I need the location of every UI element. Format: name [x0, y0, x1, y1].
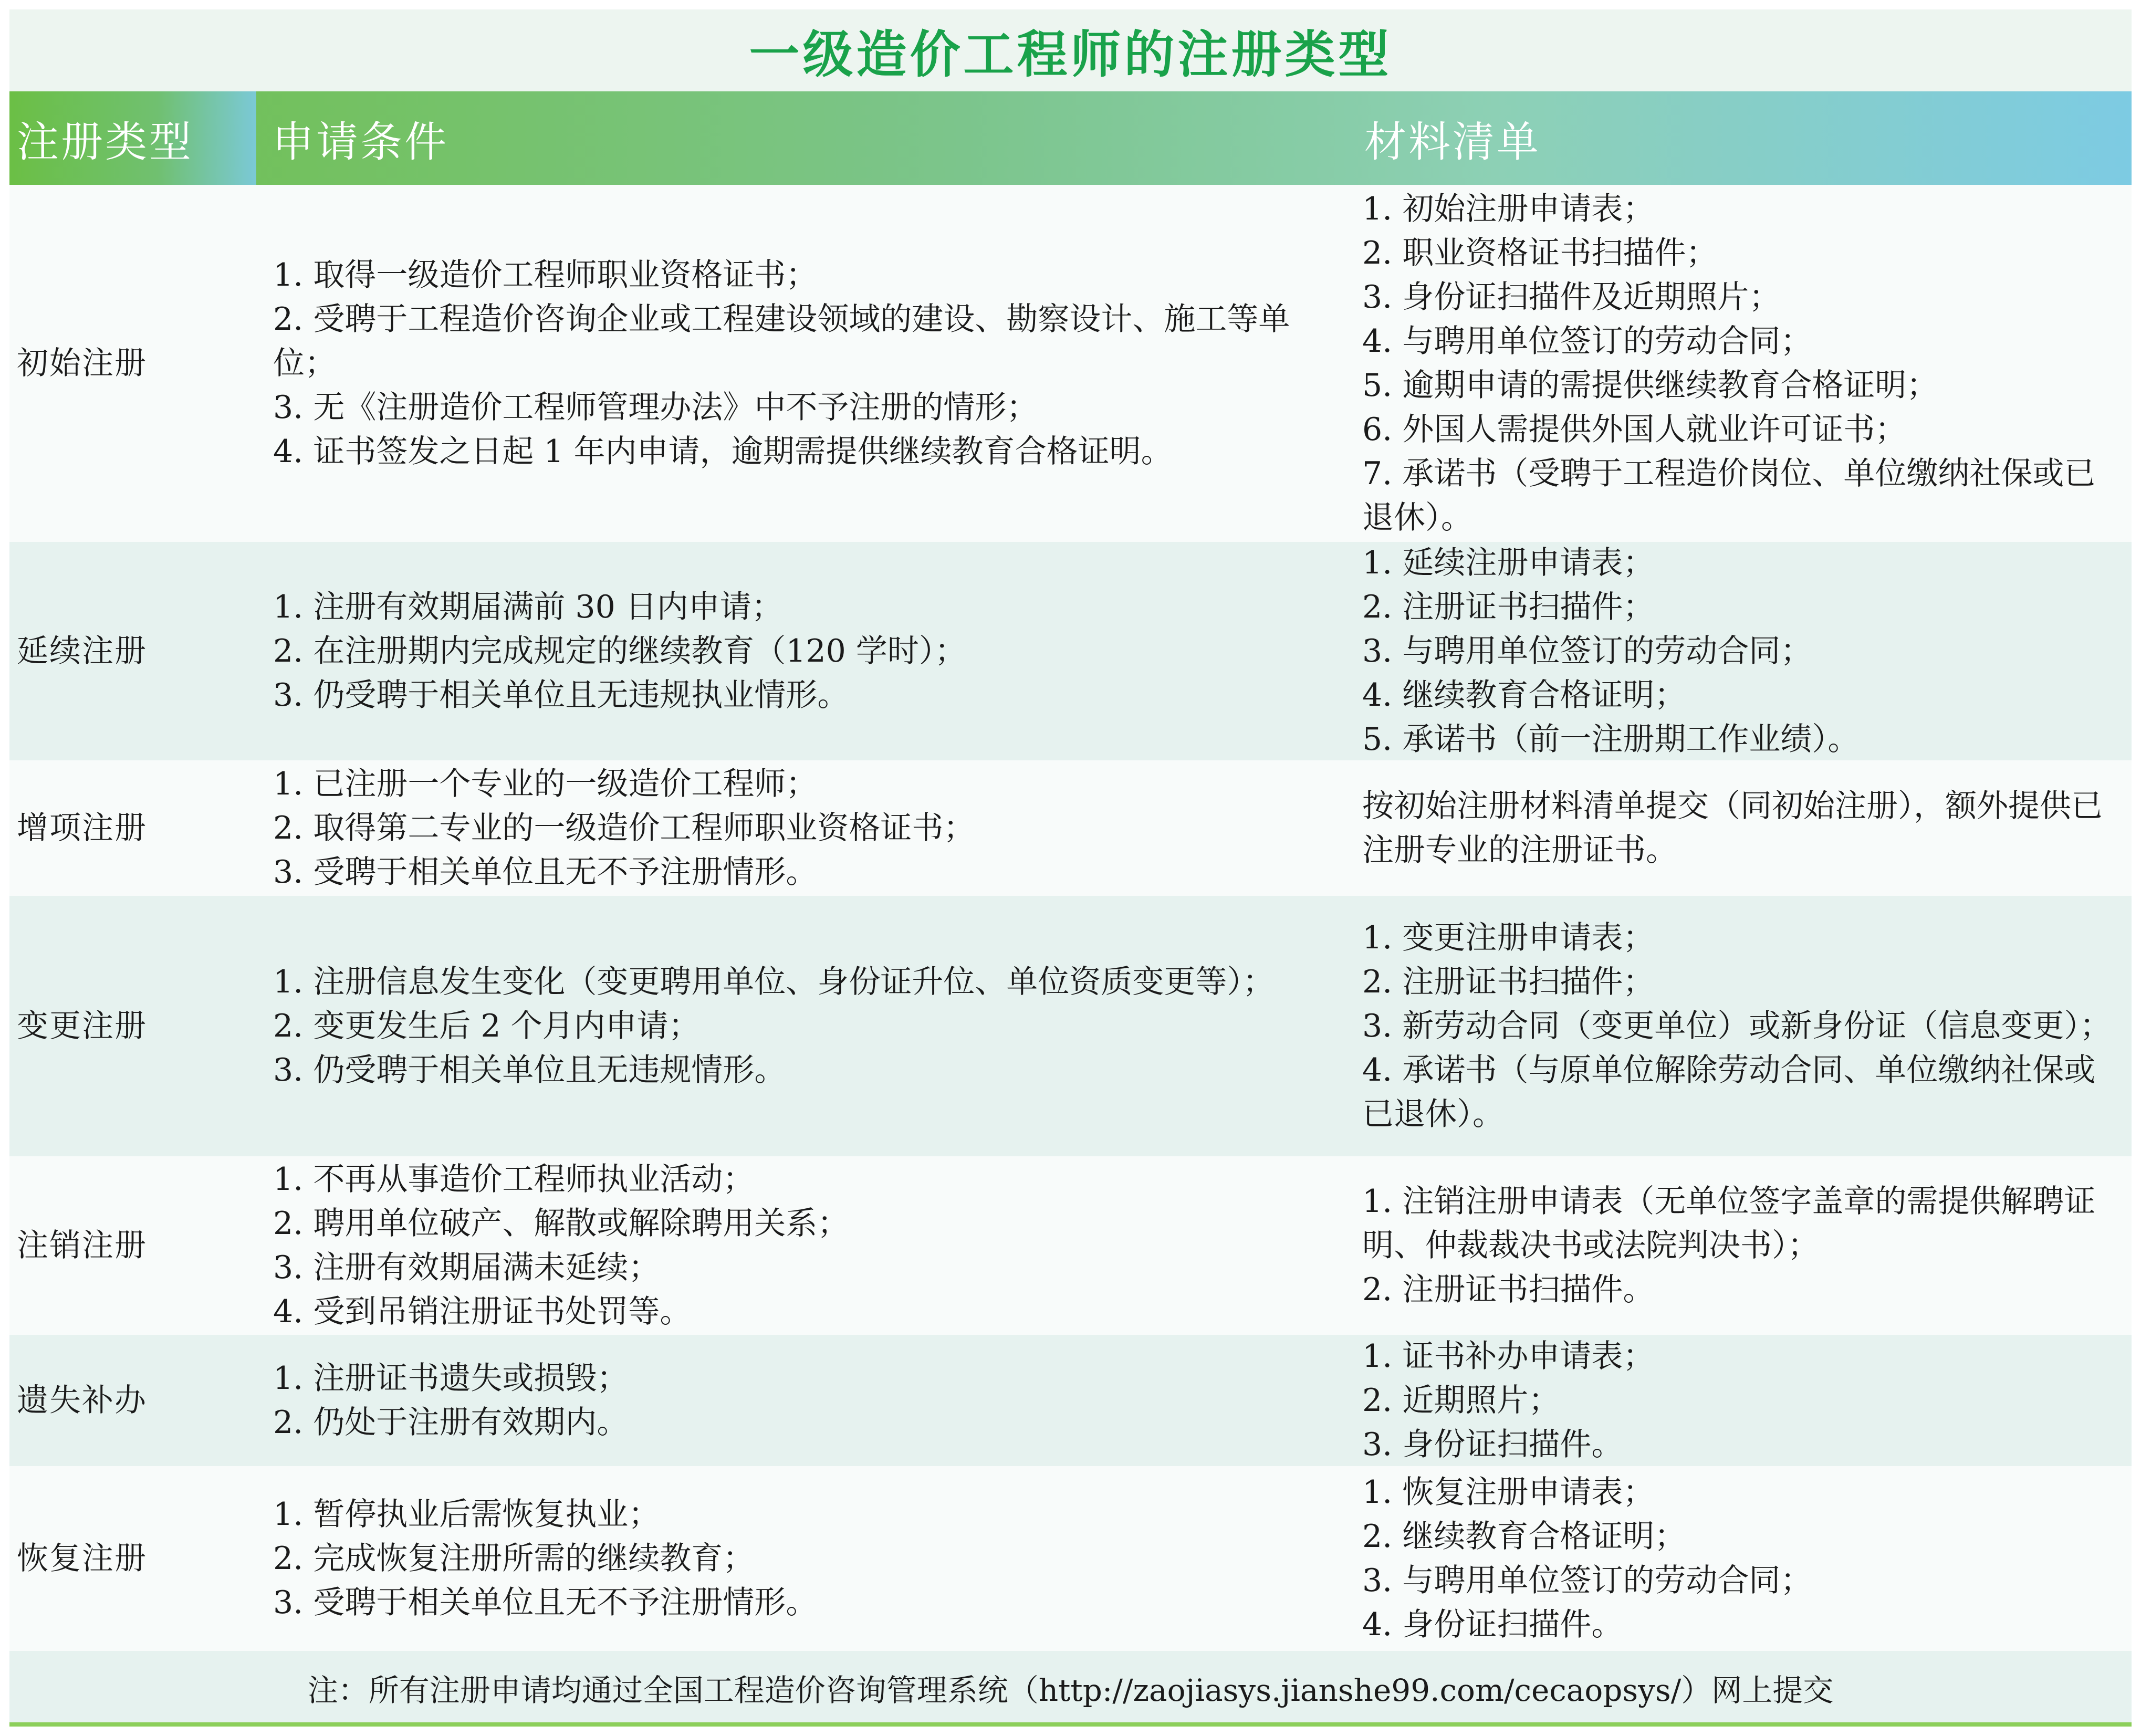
conditions-cell [256, 185, 1354, 542]
material-item: 1. 变更注册申请表； [1362, 919, 1655, 956]
condition-item: 2. 完成恢复注册所需的继续教育； [273, 1540, 755, 1577]
page-title: 一级造价工程师的注册类型 [749, 25, 1392, 84]
material-item: 4. 与聘用单位签订的劳动合同； [1362, 323, 1812, 360]
table-row [9, 1335, 2132, 1466]
registration-type-cell: 注销注册 [17, 1227, 147, 1264]
material-item: 2. 注册证书扫描件； [1362, 964, 1655, 1000]
condition-item: 3. 仍受聘于相关单位且无违规情形。 [273, 1052, 786, 1089]
registration-type-cell: 延续注册 [17, 633, 147, 670]
conditions-cell [256, 1335, 1354, 1466]
material-item: 按初始注册材料清单提交（同初始注册），额外提供已注册专业的注册证书。 [1362, 788, 2103, 869]
conditions-cell [256, 896, 1354, 1156]
material-item: 5. 逾期申请的需提供继续教育合格证明； [1362, 367, 1938, 404]
condition-item: 1. 已注册一个专业的一级造价工程师； [273, 766, 818, 802]
conditions-cell [256, 1466, 1354, 1651]
materials-cell [1354, 1335, 2132, 1466]
materials-cell [1354, 760, 2132, 896]
materials-cell [1354, 1466, 2132, 1651]
table-row [9, 1466, 2132, 1651]
conditions-cell [256, 1156, 1354, 1335]
materials-cell [1354, 1156, 2132, 1335]
table-body [9, 185, 2132, 1651]
registration-type-cell: 变更注册 [17, 1008, 147, 1044]
material-item: 4. 继续教育合格证明； [1362, 677, 1686, 714]
material-item: 1. 注销注册申请表（无单位签字盖章的需提供解聘证明、仲裁裁决书或法院判决书）； [1362, 1183, 2096, 1264]
table-row [9, 896, 2132, 1156]
conditions-cell [256, 760, 1354, 896]
condition-item: 1. 不再从事造价工程师执业活动； [273, 1161, 755, 1198]
table-row [9, 1156, 2132, 1335]
condition-item: 4. 证书签发之日起 1 年内申请，逾期需提供继续教育合格证明。 [273, 433, 1173, 470]
material-item: 3. 新劳动合同（变更单位）或新身份证（信息变更）； [1362, 1008, 2112, 1044]
material-item: 6. 外国人需提供外国人就业许可证书； [1362, 411, 1907, 448]
material-item: 1. 延续注册申请表； [1362, 545, 1655, 581]
table-row [9, 760, 2132, 896]
material-item: 1. 证书补办申请表； [1362, 1338, 1655, 1375]
condition-item: 2. 变更发生后 2 个月内申请； [273, 1008, 700, 1044]
table-row [9, 542, 2132, 760]
material-item: 1. 恢复注册申请表； [1362, 1474, 1655, 1511]
header-materials: 材料清单 [1364, 117, 1541, 166]
header-registration-type: 注册类型 [9, 91, 256, 185]
material-item: 5. 承诺书（前一注册期工作业绩）。 [1362, 721, 1860, 758]
material-item: 7. 承诺书（受聘于工程造价岗位、单位缴纳社保或已退休）。 [1362, 455, 2096, 536]
material-item: 4. 承诺书（与原单位解除劳动合同、单位缴纳社保或已退休）。 [1362, 1052, 2096, 1133]
material-item: 3. 与聘用单位签订的劳动合同； [1362, 1562, 1812, 1599]
material-item: 2. 职业资格证书扫描件； [1362, 235, 1718, 271]
condition-item: 3. 受聘于相关单位且无不予注册情形。 [273, 854, 818, 891]
condition-item: 4. 受到吊销注册证书处罚等。 [273, 1293, 692, 1330]
footer-note: 注：所有注册申请均通过全国工程造价咨询管理系统（http://zaojiasys.jianshe99.com/cecaopsys/）网上提交 [9, 1651, 2132, 1724]
registration-types-document [9, 9, 2132, 1727]
material-item: 1. 初始注册申请表； [1362, 191, 1655, 227]
material-item: 3. 与聘用单位签订的劳动合同； [1362, 633, 1812, 670]
footer-divider [9, 1722, 2132, 1727]
registration-type-cell: 增项注册 [17, 810, 147, 846]
condition-item: 2. 取得第二专业的一级造价工程师职业资格证书； [273, 810, 975, 846]
registration-type-cell: 遗失补办 [17, 1382, 147, 1419]
conditions-cell [256, 542, 1354, 760]
condition-item: 1. 注册信息发生变化（变更聘用单位、身份证升位、单位资质变更等）； [273, 964, 1275, 1000]
material-item: 2. 近期照片； [1362, 1382, 1560, 1419]
condition-item: 2. 在注册期内完成规定的继续教育（120 学时）； [273, 633, 966, 670]
condition-item: 3. 仍受聘于相关单位且无违规执业情形。 [273, 677, 849, 714]
condition-item: 1. 暂停执业后需恢复执业； [273, 1496, 660, 1533]
header-conditions: 申请条件 [272, 117, 448, 166]
condition-item: 3. 注册有效期届满未延续； [273, 1249, 660, 1286]
material-item: 2. 继续教育合格证明； [1362, 1518, 1686, 1555]
condition-item: 1. 取得一级造价工程师职业资格证书； [273, 257, 818, 294]
condition-item: 1. 注册有效期届满前 30 日内申请； [273, 589, 783, 625]
table-header [9, 91, 2132, 185]
material-item: 2. 注册证书扫描件。 [1362, 1271, 1655, 1308]
materials-cell [1354, 896, 2132, 1156]
material-item: 3. 身份证扫描件。 [1362, 1426, 1623, 1463]
material-item: 2. 注册证书扫描件； [1362, 589, 1655, 625]
condition-item: 1. 注册证书遗失或损毁； [273, 1360, 629, 1397]
materials-cell [1354, 542, 2132, 760]
table-row [9, 185, 2132, 542]
condition-item: 2. 受聘于工程造价咨询企业或工程建设领域的建设、勘察设计、施工等单位； [273, 301, 1290, 382]
condition-item: 3. 受聘于相关单位且无不予注册情形。 [273, 1584, 818, 1621]
materials-cell [1354, 185, 2132, 542]
registration-type-cell: 初始注册 [17, 345, 147, 382]
condition-item: 2. 聘用单位破产、解散或解除聘用关系； [273, 1205, 849, 1242]
registration-type-cell: 恢复注册 [17, 1540, 147, 1577]
material-item: 3. 身份证扫描件及近期照片； [1362, 279, 1781, 316]
condition-item: 2. 仍处于注册有效期内。 [273, 1404, 629, 1441]
condition-item: 3. 无《注册造价工程师管理办法》中不予注册的情形； [273, 389, 1038, 426]
material-item: 4. 身份证扫描件。 [1362, 1606, 1623, 1643]
